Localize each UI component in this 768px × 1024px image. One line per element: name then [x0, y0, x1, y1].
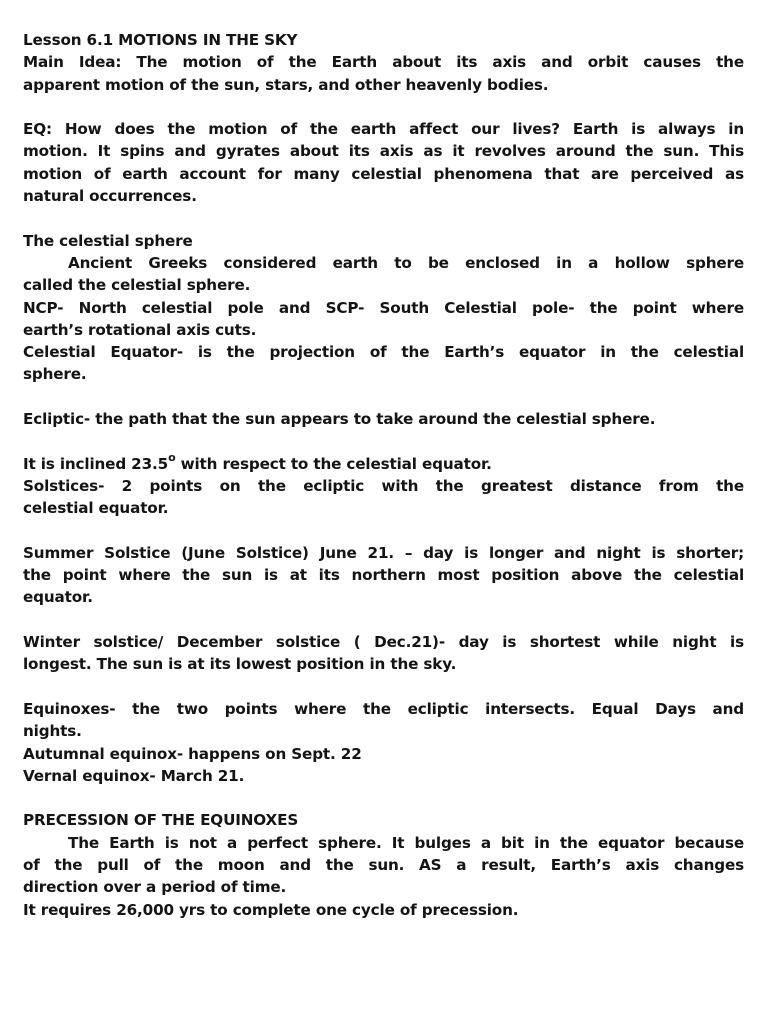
precession-line-3: direction over a period of time.: [23, 878, 287, 897]
celestial-sphere-heading: The celestial sphere: [23, 231, 193, 250]
ecliptic-definition: Ecliptic- the path that the sun appears to take around the celestial sphere.: [23, 410, 656, 429]
precession-line-2: of the pull of the moon and the sun. AS a result, Earth’s axis changes: [23, 855, 744, 874]
solstices-line-1: Solstices- 2 points on the ecliptic with the greatest distance from the: [23, 476, 744, 495]
document-page: [23, 29, 744, 921]
spacer: [23, 676, 744, 698]
summer-solstice-line-2: the point where the sun is at its northern most position above the celestial: [23, 566, 744, 585]
precession-heading: PRECESSION OF THE EQUINOXES: [23, 811, 299, 830]
celestial-sphere-line-1: Ancient Greeks considered earth to be enclosed in a hollow sphere: [68, 253, 744, 272]
celestial-equator-line-1: Celestial Equator- is the projection of the Earth’s equator in the celestial: [23, 343, 744, 362]
equinoxes-line-1: Equinoxes- the two points where the ecliptic intersects. Equal Days and: [23, 699, 744, 718]
lesson-title: Lesson 6.1 MOTIONS IN THE SKY: [23, 31, 298, 49]
precession-line-1: The Earth is not a perfect sphere. It bulges a bit in the equator because: [68, 833, 744, 852]
eq-line-3: motion of earth account for many celestial phenomena that are perceived as: [23, 164, 744, 183]
spacer: [23, 609, 744, 631]
celestial-poles-line-2: earth’s rotational axis cuts.: [23, 320, 257, 339]
eq-line-2: motion. It spins and gyrates about its axis as it revolves around the sun. This: [23, 142, 744, 161]
precession-line-4: It requires 26,000 yrs to complete one cycle of precession.: [23, 900, 519, 919]
spacer: [23, 520, 744, 542]
equinoxes-line-2: nights.: [23, 722, 82, 741]
spacer: [23, 386, 744, 408]
eq-line-4: natural occurrences.: [23, 187, 197, 206]
inclination-text: It is inclined 23.5: [23, 454, 169, 473]
inclination-text-end: with respect to the celestial equator.: [175, 454, 492, 473]
eq-line-1: EQ: How does the motion of the earth affect our lives? Earth is always in: [23, 120, 744, 139]
solstices-line-2: celestial equator.: [23, 499, 169, 518]
degree-symbol: o: [168, 450, 176, 464]
spacer: [23, 207, 744, 229]
celestial-sphere-line-2: called the celestial sphere.: [23, 276, 251, 295]
autumnal-equinox: Autumnal equinox- happens on Sept. 22: [23, 744, 362, 763]
main-idea-line-2: apparent motion of the sun, stars, and other heavenly bodies.: [23, 75, 549, 94]
vernal-equinox: Vernal equinox- March 21.: [23, 766, 245, 785]
summer-solstice-line-3: equator.: [23, 588, 93, 607]
inclination-line: [23, 450, 744, 475]
winter-solstice-line-1: Winter solstice/ December solstice ( Dec.21)- day is shortest while night is: [23, 633, 744, 652]
spacer: [23, 96, 744, 118]
main-idea-line-1: Main Idea: The motion of the Earth about its axis and orbit causes the: [23, 53, 744, 72]
celestial-equator-line-2: sphere.: [23, 365, 87, 384]
winter-solstice-line-2: longest. The sun is at its lowest position in the sky.: [23, 655, 457, 674]
spacer: [23, 430, 744, 452]
summer-solstice-line-1: Summer Solstice (June Solstice) June 21. – day is longer and night is shorter;: [23, 543, 744, 562]
celestial-poles-line-1: NCP- North celestial pole and SCP- South Celestial pole- the point where: [23, 298, 744, 317]
spacer: [23, 787, 744, 809]
